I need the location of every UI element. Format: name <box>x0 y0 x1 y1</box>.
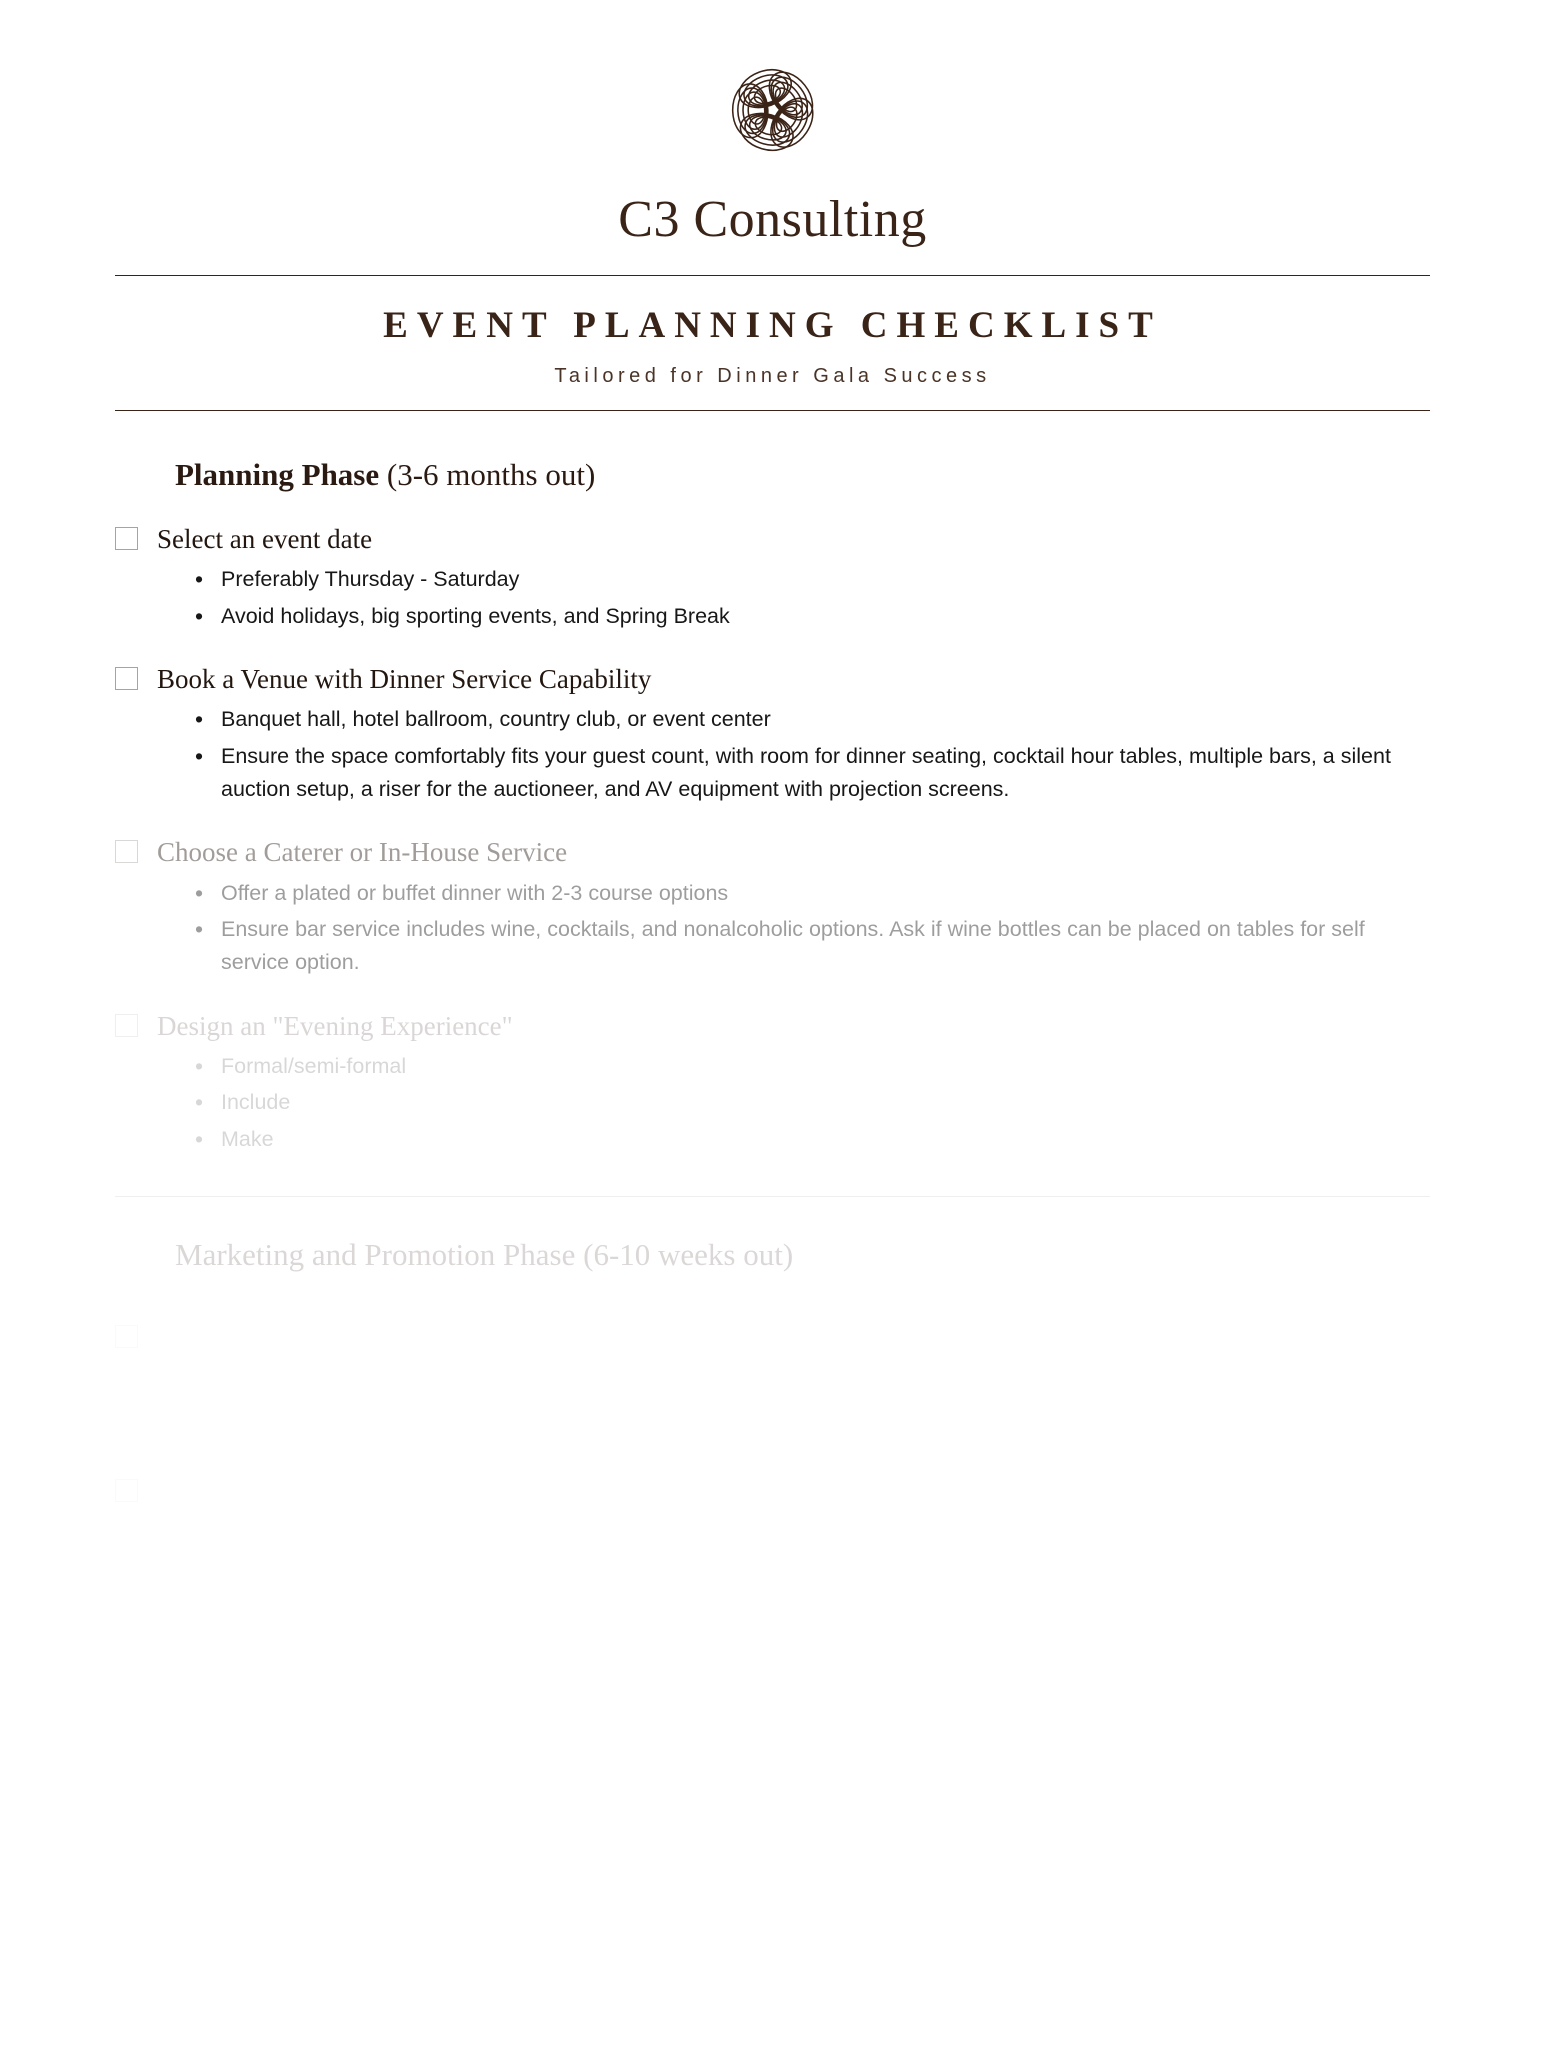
section-heading-strong: Marketing and Promotion Phase <box>175 1237 576 1272</box>
list-item: • Ensure the space comfortably fits your guest count, with room for dinner seating, cocktail hour tables, multiple bars, a silent auction setup, a riser for the auctioneer, and AV equipment with projection screens. <box>195 740 1430 807</box>
floral-swirl-logo-icon <box>711 48 835 172</box>
section-heading-marketing <box>175 1237 1430 1273</box>
checkbox-icon[interactable] <box>115 1014 138 1037</box>
checklist-item-title: Book a Venue with Dinner Service Capability <box>157 664 652 695</box>
section-heading-strong: Planning Phase <box>175 457 380 492</box>
checklist-item-details <box>157 877 1430 980</box>
list-item: • Avoid holidays, big sporting events, and Spring Break <box>195 600 1430 633</box>
section-heading-light: (6-10 weeks out) <box>583 1237 794 1272</box>
logo-container <box>0 48 1545 172</box>
section-heading-planning <box>175 457 1430 493</box>
list-item: • Make <box>195 1123 1430 1156</box>
page-title: EVENT PLANNING CHECKLIST <box>383 305 1162 346</box>
checklist-item-details <box>157 1050 1430 1156</box>
checkbox-icon[interactable] <box>115 527 138 550</box>
checkbox-icon[interactable] <box>115 1325 138 1348</box>
spacer <box>115 1347 1430 1427</box>
checklist-item-title: Select an event date <box>157 524 373 554</box>
list-item: • Ensure bar service includes wine, cocktails, and nonalcoholic options. Ask if wine bottles can be placed on tables for self service option. <box>195 913 1430 980</box>
list-item: • Include <box>195 1086 1430 1119</box>
section-heading-light: (3-6 months out) <box>386 457 596 492</box>
list-item: • Formal/semi-formal <box>195 1050 1430 1083</box>
checklist-item[interactable] <box>115 1010 1430 1156</box>
list-item: • Banquet hall, hotel ballroom, country club, or event center <box>195 703 1430 736</box>
checklist-item-title: Choose a Caterer or In-House Service <box>157 837 568 868</box>
checklist-item[interactable] <box>115 663 1430 806</box>
section-divider <box>115 1196 1430 1197</box>
list-item: • Offer a plated or buffet dinner with 2-3 course options <box>195 877 1430 910</box>
page-subtitle: Tailored for Dinner Gala Success <box>554 365 991 387</box>
checklist-item-details <box>157 703 1430 806</box>
header-divider-bottom <box>115 410 1430 411</box>
checkbox-icon[interactable] <box>115 1479 138 1502</box>
checklist-body <box>0 457 1545 1501</box>
brand-name: C3 Consulting <box>618 191 927 248</box>
checklist-item-title: Design an "Evening Experience" <box>157 1010 513 1041</box>
checklist-item-placeholder[interactable] <box>115 1475 1430 1501</box>
checklist-item[interactable] <box>115 836 1430 979</box>
checklist-item-placeholder[interactable] <box>115 1321 1430 1347</box>
header-divider-top <box>115 275 1430 276</box>
list-item: • Preferably Thursday - Saturday <box>195 563 1430 596</box>
checkbox-icon[interactable] <box>115 840 138 863</box>
checkbox-icon[interactable] <box>115 667 138 690</box>
document-page <box>0 48 1545 2048</box>
checklist-item-details <box>157 563 1430 633</box>
checklist-item[interactable] <box>115 523 1430 633</box>
